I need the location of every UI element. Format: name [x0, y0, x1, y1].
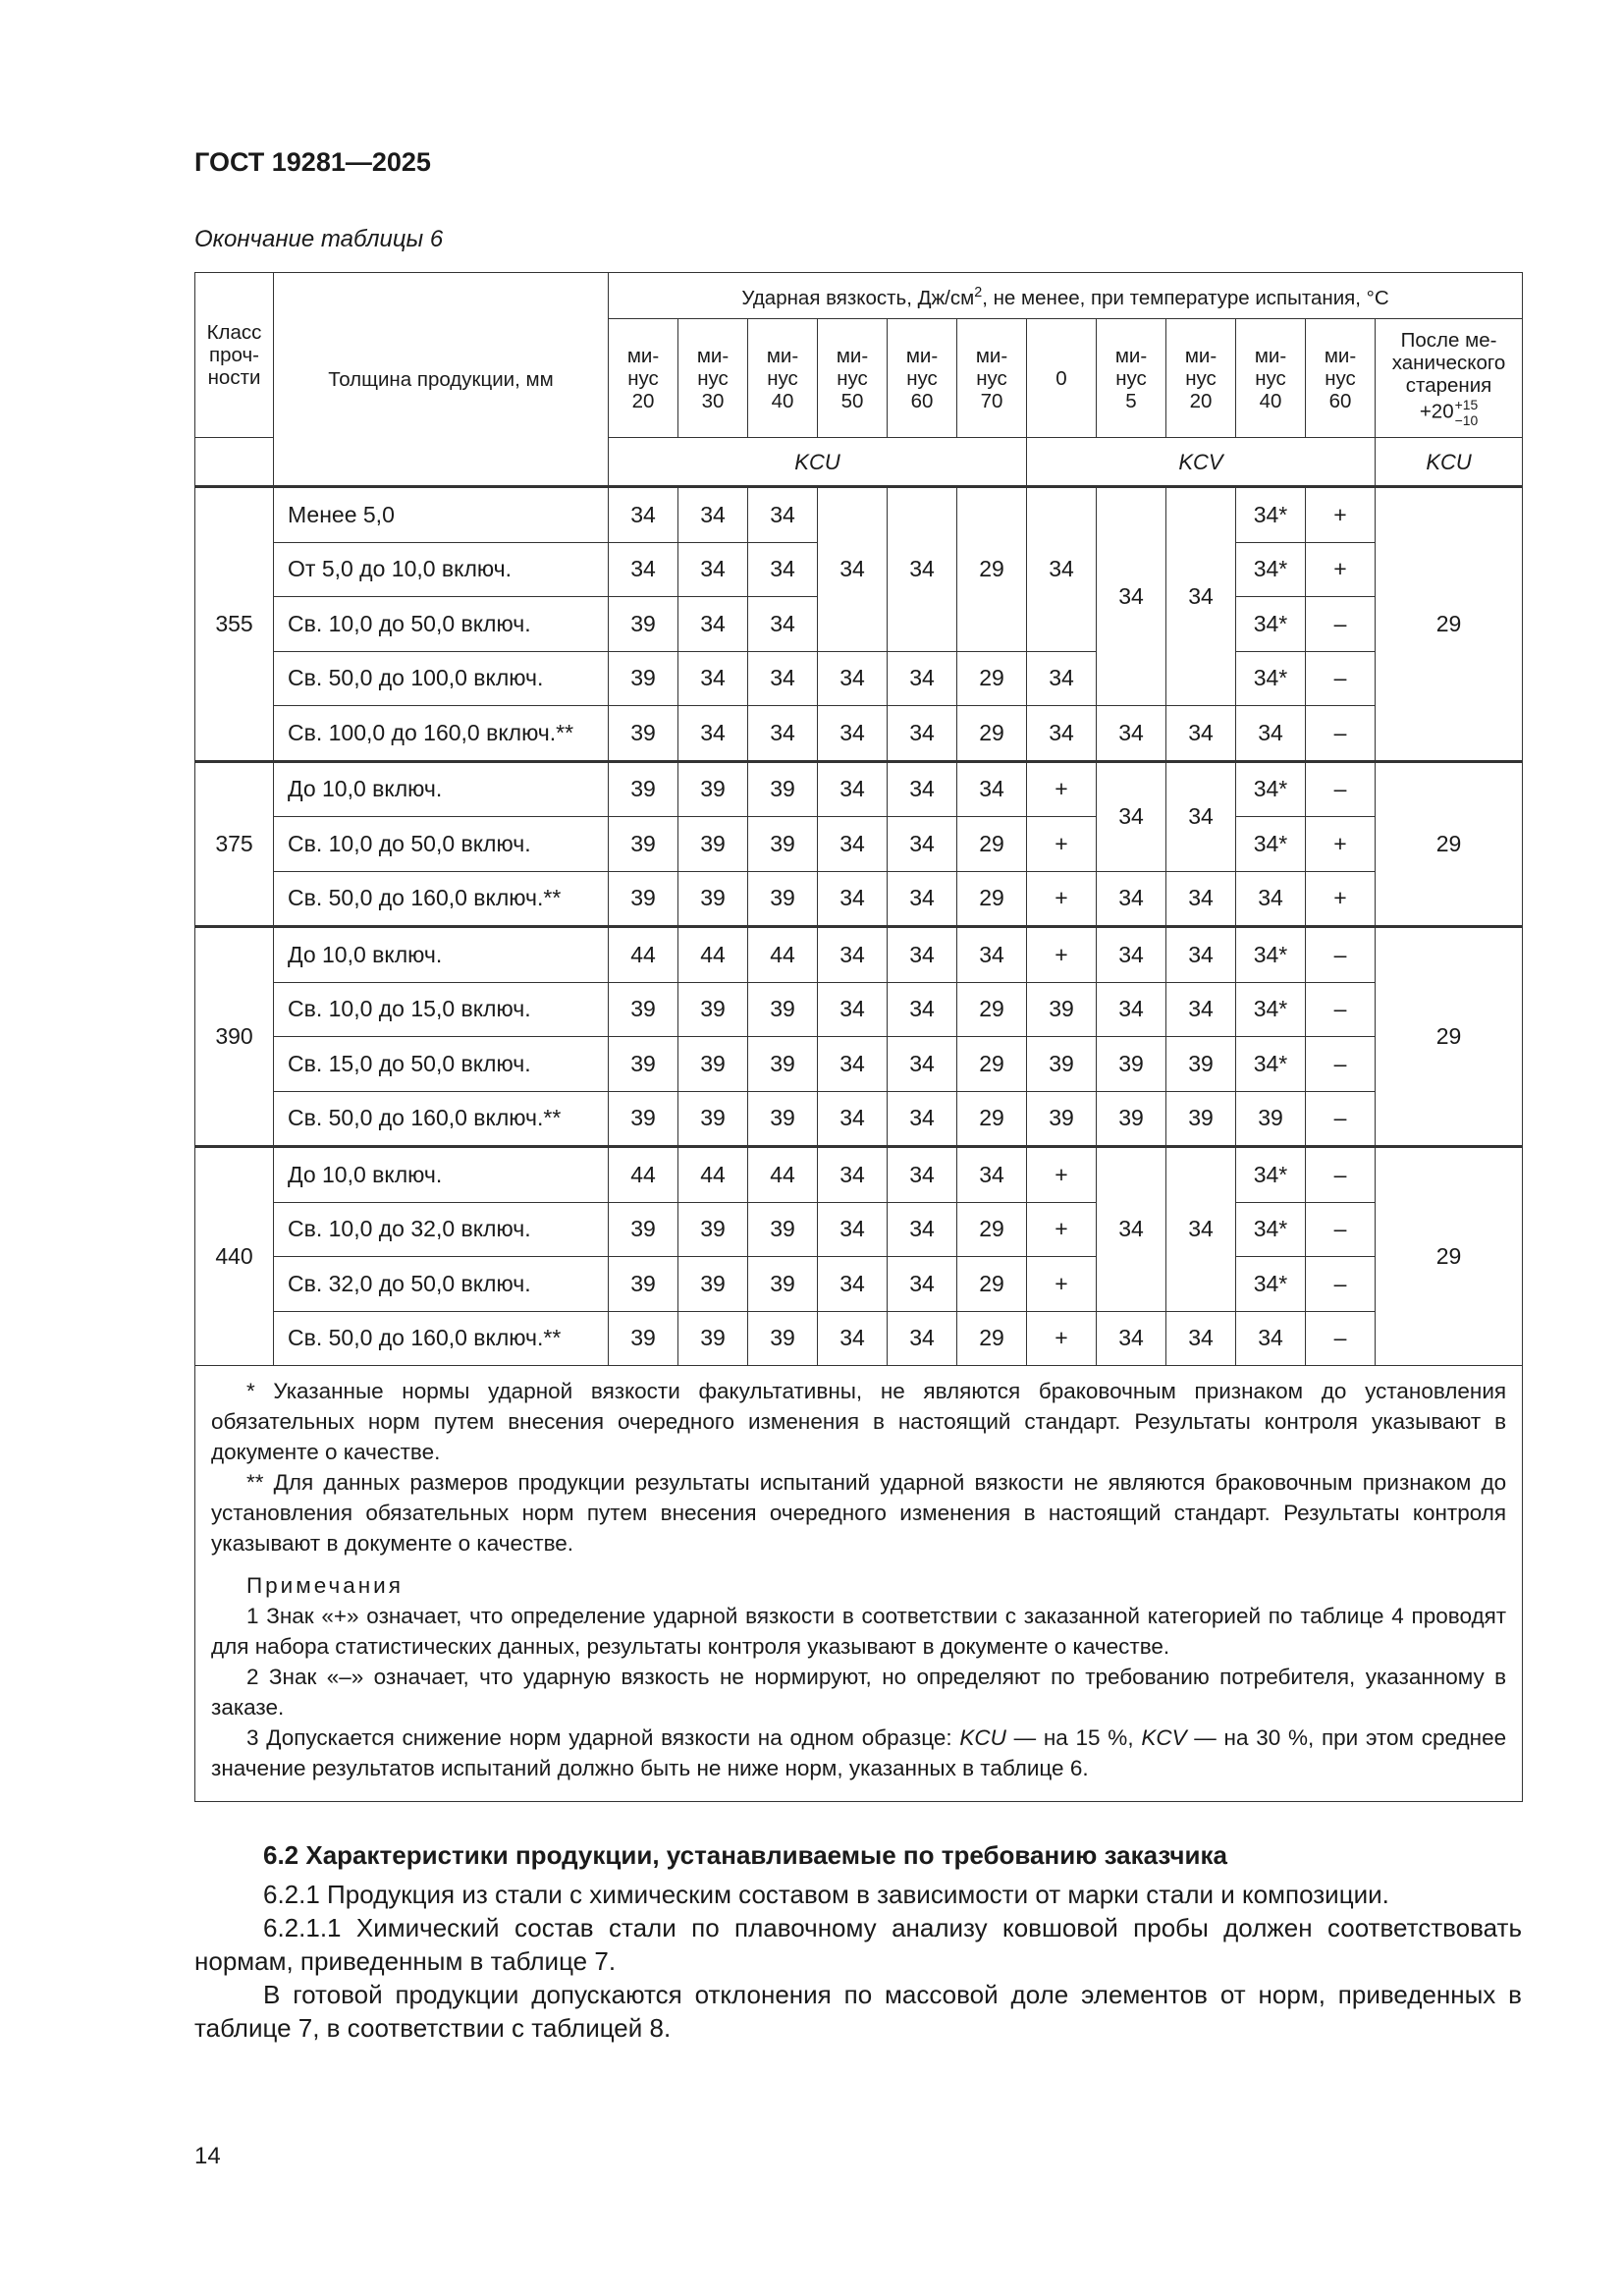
thickness-cell: Св. 100,0 до 160,0 включ.**	[274, 706, 609, 762]
header-temp: ми- нус 60	[1306, 319, 1376, 438]
aging-cell: 29	[1376, 487, 1523, 762]
value-cell: –	[1306, 927, 1376, 983]
value-cell: 34	[818, 1037, 888, 1092]
value-cell: 34	[1236, 706, 1306, 762]
footnote-2: ** Для данных размеров продукции результаты испытаний ударной вязкости не являются браковочным признаком до установления обязательных норм путем внесения очередного изменения в настоящий стандарт. Результаты контроля указывают в документе о качестве.	[211, 1470, 1507, 1556]
value-cell: 34	[748, 597, 818, 652]
thickness-cell: От 5,0 до 10,0 включ.	[274, 542, 609, 597]
value-cell: 34*	[1236, 542, 1306, 597]
value-cell: 34	[818, 871, 888, 927]
value-cell: 34	[678, 706, 748, 762]
aging-label: После ме- ханического старения	[1391, 328, 1506, 397]
value-cell: 34	[818, 487, 888, 652]
value-cell: 44	[748, 1147, 818, 1203]
table-row	[195, 982, 1523, 1037]
value-cell: 34*	[1236, 597, 1306, 652]
aging-plus: +15	[1454, 396, 1479, 412]
value-cell: 34	[818, 651, 888, 706]
header-temp: ми- нус 5	[1097, 319, 1166, 438]
value-cell: +	[1306, 871, 1376, 927]
value-cell: 34	[957, 761, 1027, 817]
value-cell: 34	[678, 542, 748, 597]
value-cell: 34	[818, 982, 888, 1037]
document-id: ГОСТ 19281—2025	[194, 147, 431, 177]
value-cell: 34	[1166, 982, 1236, 1037]
value-cell: 34	[888, 651, 957, 706]
value-cell: 39	[609, 871, 678, 927]
value-cell: 34	[678, 597, 748, 652]
value-cell: 39	[1097, 1037, 1166, 1092]
header-aging	[1376, 319, 1523, 438]
value-cell: 34	[748, 542, 818, 597]
table-row	[195, 1037, 1523, 1092]
value-cell: 39	[748, 982, 818, 1037]
value-cell: 39	[678, 1311, 748, 1366]
value-cell: 34	[1027, 706, 1097, 762]
value-cell: 34	[818, 817, 888, 872]
table-notes	[195, 1366, 1523, 1802]
thickness-cell: До 10,0 включ.	[274, 1147, 609, 1203]
aging-tolerance	[1455, 397, 1479, 428]
value-cell: +	[1027, 1257, 1097, 1312]
value-cell: 34	[748, 651, 818, 706]
value-cell: 34	[888, 982, 957, 1037]
thickness-cell: Св. 15,0 до 50,0 включ.	[274, 1037, 609, 1092]
paragraph-6-2-1-1: 6.2.1.1 Химический состав стали по плавочному анализу ковшовой пробы должен соответствовать нормам, приведенным в таблице 7.	[194, 1913, 1522, 1976]
value-cell: –	[1306, 1147, 1376, 1203]
table-row	[195, 1311, 1523, 1366]
aging-cell: 29	[1376, 927, 1523, 1147]
value-cell: –	[1306, 651, 1376, 706]
value-cell: 34*	[1236, 1147, 1306, 1203]
footnote-1: * Указанные нормы ударной вязкости факультативны, не являются браковочным признаком до установления обязательных норм путем внесения очередного изменения в настоящий стандарт. Результаты контроля указывают в документе о качестве.	[211, 1379, 1507, 1464]
value-cell: 29	[957, 1202, 1027, 1257]
table-continuation-caption: Окончание таблицы 6	[194, 226, 444, 252]
value-cell: –	[1306, 597, 1376, 652]
value-cell: 34	[1236, 1311, 1306, 1366]
value-cell: 44	[748, 927, 818, 983]
value-cell: 34	[1166, 871, 1236, 927]
thickness-cell: Св. 50,0 до 160,0 включ.**	[274, 871, 609, 927]
body-text	[194, 1838, 1522, 2045]
aging-minus: −10	[1454, 411, 1479, 428]
value-cell: 44	[678, 927, 748, 983]
value-cell: 39	[748, 1091, 818, 1147]
aging-cell: 29	[1376, 1147, 1523, 1366]
value-cell: 39	[609, 651, 678, 706]
value-cell: 34	[1097, 761, 1166, 871]
value-cell: 39	[748, 1311, 818, 1366]
value-cell: 29	[957, 871, 1027, 927]
value-cell: 39	[609, 1037, 678, 1092]
value-cell: 34*	[1236, 487, 1306, 543]
value-cell: 39	[678, 1037, 748, 1092]
value-cell: 34	[1097, 927, 1166, 983]
strength-class-cell: 390	[195, 927, 274, 1147]
value-cell: 39	[1166, 1091, 1236, 1147]
value-cell: 29	[957, 487, 1027, 652]
header-temp: ми- нус 50	[818, 319, 888, 438]
value-cell: 34	[1097, 982, 1166, 1037]
value-cell: 34	[888, 927, 957, 983]
value-cell: +	[1027, 871, 1097, 927]
value-cell: 34	[818, 706, 888, 762]
table-row	[195, 817, 1523, 872]
header-temp: ми- нус 40	[1236, 319, 1306, 438]
thickness-cell: Св. 50,0 до 160,0 включ.**	[274, 1091, 609, 1147]
value-cell: 34	[888, 1202, 957, 1257]
table-row	[195, 1202, 1523, 1257]
header-temp: 0	[1027, 319, 1097, 438]
value-cell: 34	[818, 1147, 888, 1203]
thickness-cell: Св. 32,0 до 50,0 включ.	[274, 1257, 609, 1312]
value-cell: 34	[818, 761, 888, 817]
value-cell: 34	[609, 542, 678, 597]
value-cell: 29	[957, 1091, 1027, 1147]
value-cell: 34*	[1236, 817, 1306, 872]
value-cell: 34	[1097, 706, 1166, 762]
value-cell: –	[1306, 1091, 1376, 1147]
value-cell: 39	[678, 1202, 748, 1257]
value-cell: 39	[1027, 1037, 1097, 1092]
value-cell: 29	[957, 1037, 1027, 1092]
value-cell: +	[1027, 1202, 1097, 1257]
value-cell: –	[1306, 706, 1376, 762]
impact-prefix: Ударная вязкость, Дж/см	[741, 286, 975, 309]
value-cell: 34	[1236, 871, 1306, 927]
value-cell: 29	[957, 1311, 1027, 1366]
value-cell: 34	[888, 1091, 957, 1147]
value-cell: 34*	[1236, 651, 1306, 706]
section-heading: 6.2 Характеристики продукции, устанавливаемые по требованию заказчика	[263, 1840, 1227, 1870]
value-cell: 34	[888, 761, 957, 817]
paragraph-6-2-1: 6.2.1 Продукция из стали с химическим составом в зависимости от марки стали и композиции.	[263, 1880, 1389, 1909]
value-cell: 34	[957, 927, 1027, 983]
table-row	[195, 706, 1523, 762]
page-number: 14	[194, 2143, 221, 2169]
value-cell: 34	[1166, 927, 1236, 983]
header-thickness: Толщина продукции, мм	[274, 273, 609, 487]
value-cell: 34	[1027, 651, 1097, 706]
value-cell: 44	[678, 1147, 748, 1203]
note-2: 2 Знак «–» означает, что ударную вязкость не нормируют, но определяют по требованию потребителя, указанному в заказе.	[211, 1665, 1507, 1720]
value-cell: 34*	[1236, 761, 1306, 817]
aging-value: +20	[1419, 399, 1454, 422]
value-cell: 39	[609, 706, 678, 762]
value-cell: +	[1306, 817, 1376, 872]
note-3: 3 Допускается снижение норм ударной вязкости на одном образце: KCU — на 15 %, KCV — на 30 %, при этом среднее значение результатов испытаний должно быть не ниже норм, указанных в таблице 6.	[211, 1725, 1507, 1780]
value-cell: –	[1306, 1311, 1376, 1366]
value-cell: 34*	[1236, 1202, 1306, 1257]
value-cell: 34	[1166, 487, 1236, 706]
value-cell: 34	[748, 706, 818, 762]
aging-cell: 29	[1376, 761, 1523, 927]
value-cell: –	[1306, 1257, 1376, 1312]
value-cell: 39	[609, 982, 678, 1037]
value-cell: 39	[1027, 1091, 1097, 1147]
value-cell: 34	[818, 1311, 888, 1366]
value-cell: 34	[678, 651, 748, 706]
value-cell: –	[1306, 761, 1376, 817]
header-temp: ми- нус 70	[957, 319, 1027, 438]
value-cell: 34*	[1236, 927, 1306, 983]
value-cell: 39	[609, 817, 678, 872]
value-cell: 39	[748, 1037, 818, 1092]
value-cell: 39	[1236, 1091, 1306, 1147]
value-cell: 34	[818, 927, 888, 983]
table-row	[195, 487, 1523, 543]
value-cell: +	[1027, 1147, 1097, 1203]
value-cell: 39	[1097, 1091, 1166, 1147]
header-kcu: KCU	[609, 438, 1027, 487]
impact-suffix: , не менее, при температуре испытания, °С	[982, 286, 1389, 309]
thickness-cell: Св. 10,0 до 32,0 включ.	[274, 1202, 609, 1257]
value-cell: +	[1306, 487, 1376, 543]
value-cell: 39	[678, 1091, 748, 1147]
value-cell: 39	[678, 761, 748, 817]
value-cell: +	[1306, 542, 1376, 597]
value-cell: 39	[609, 597, 678, 652]
header-temp: ми- нус 20	[609, 319, 678, 438]
value-cell: 34	[957, 1147, 1027, 1203]
value-cell: +	[1027, 927, 1097, 983]
value-cell: –	[1306, 1037, 1376, 1092]
header-class-spacer	[195, 438, 274, 487]
value-cell: +	[1027, 817, 1097, 872]
value-cell: 29	[957, 1257, 1027, 1312]
strength-class-cell: 375	[195, 761, 274, 927]
value-cell: 34*	[1236, 982, 1306, 1037]
value-cell: –	[1306, 1202, 1376, 1257]
thickness-cell: До 10,0 включ.	[274, 927, 609, 983]
value-cell: 39	[1027, 982, 1097, 1037]
thickness-cell: Св. 10,0 до 15,0 включ.	[274, 982, 609, 1037]
value-cell: 39	[748, 761, 818, 817]
value-cell: 34	[1166, 761, 1236, 871]
value-cell: 29	[957, 651, 1027, 706]
thickness-cell: Св. 50,0 до 160,0 включ.**	[274, 1311, 609, 1366]
notes-title: Примечания	[246, 1573, 404, 1598]
value-cell: 34	[1166, 706, 1236, 762]
value-cell: 34	[888, 1311, 957, 1366]
thickness-cell: До 10,0 включ.	[274, 761, 609, 817]
value-cell: 34*	[1236, 1257, 1306, 1312]
value-cell: 34	[748, 487, 818, 543]
table-row	[195, 1091, 1523, 1147]
strength-class-cell: 355	[195, 487, 274, 762]
header-impact	[609, 273, 1523, 319]
value-cell: 39	[748, 871, 818, 927]
header-temp: ми- нус 30	[678, 319, 748, 438]
value-cell: +	[1027, 1311, 1097, 1366]
thickness-cell: Св. 50,0 до 100,0 включ.	[274, 651, 609, 706]
header-temp: ми- нус 40	[748, 319, 818, 438]
header-temp: ми- нус 20	[1166, 319, 1236, 438]
value-cell: 34	[888, 1257, 957, 1312]
value-cell: 44	[609, 927, 678, 983]
value-cell: 34	[888, 1037, 957, 1092]
thickness-cell: Менее 5,0	[274, 487, 609, 543]
table-row	[195, 1257, 1523, 1312]
header-temp: ми- нус 60	[888, 319, 957, 438]
value-cell: 39	[609, 761, 678, 817]
value-cell: 39	[678, 1257, 748, 1312]
value-cell: 39	[609, 1311, 678, 1366]
value-cell: 34	[888, 871, 957, 927]
value-cell: 39	[609, 1091, 678, 1147]
impact-toughness-table	[194, 272, 1523, 1802]
thickness-cell: Св. 10,0 до 50,0 включ.	[274, 597, 609, 652]
value-cell: 34	[1097, 871, 1166, 927]
paragraph-deviations: В готовой продукции допускаются отклонения по массовой доле элементов от норм, приведенных в таблице 7, в соответствии с таблицей 8.	[194, 1980, 1522, 2043]
value-cell: 44	[609, 1147, 678, 1203]
thickness-cell: Св. 10,0 до 50,0 включ.	[274, 817, 609, 872]
value-cell: 34	[818, 1091, 888, 1147]
strength-class-cell: 440	[195, 1147, 274, 1366]
value-cell: 34	[888, 487, 957, 652]
value-cell: 34	[1027, 487, 1097, 652]
value-cell: 34	[1166, 1311, 1236, 1366]
value-cell: –	[1306, 982, 1376, 1037]
value-cell: 39	[748, 817, 818, 872]
impact-sup: 2	[974, 285, 983, 301]
value-cell: 39	[609, 1257, 678, 1312]
header-kcu-aging: KCU	[1376, 438, 1523, 487]
table-row	[195, 871, 1523, 927]
value-cell: 39	[748, 1257, 818, 1312]
table-row	[195, 651, 1523, 706]
value-cell: 34	[888, 817, 957, 872]
value-cell: 39	[1166, 1037, 1236, 1092]
value-cell: 34	[1097, 1147, 1166, 1312]
value-cell: 34*	[1236, 1037, 1306, 1092]
value-cell: 29	[957, 982, 1027, 1037]
value-cell: 39	[678, 817, 748, 872]
value-cell: 34	[888, 1147, 957, 1203]
value-cell: 29	[957, 817, 1027, 872]
value-cell: 34	[609, 487, 678, 543]
value-cell: 34	[1166, 1147, 1236, 1312]
table-row	[195, 927, 1523, 983]
value-cell: 39	[678, 871, 748, 927]
table-row	[195, 761, 1523, 817]
value-cell: 34	[888, 706, 957, 762]
value-cell: 34	[818, 1202, 888, 1257]
note-1: 1 Знак «+» означает, что определение ударной вязкости в соответствии с заказанной категорией по таблице 4 проводят для набора статистических данных, результаты контроля указывают в документе о качестве.	[211, 1604, 1507, 1659]
value-cell: 39	[748, 1202, 818, 1257]
value-cell: 34	[1097, 1311, 1166, 1366]
header-class: Класс проч- ности	[195, 273, 274, 438]
value-cell: 34	[818, 1257, 888, 1312]
table-row	[195, 1147, 1523, 1203]
value-cell: 39	[678, 982, 748, 1037]
value-cell: 34	[678, 487, 748, 543]
value-cell: +	[1027, 761, 1097, 817]
value-cell: 39	[609, 1202, 678, 1257]
value-cell: 29	[957, 706, 1027, 762]
header-kcv: KCV	[1027, 438, 1376, 487]
value-cell: 34	[1097, 487, 1166, 706]
